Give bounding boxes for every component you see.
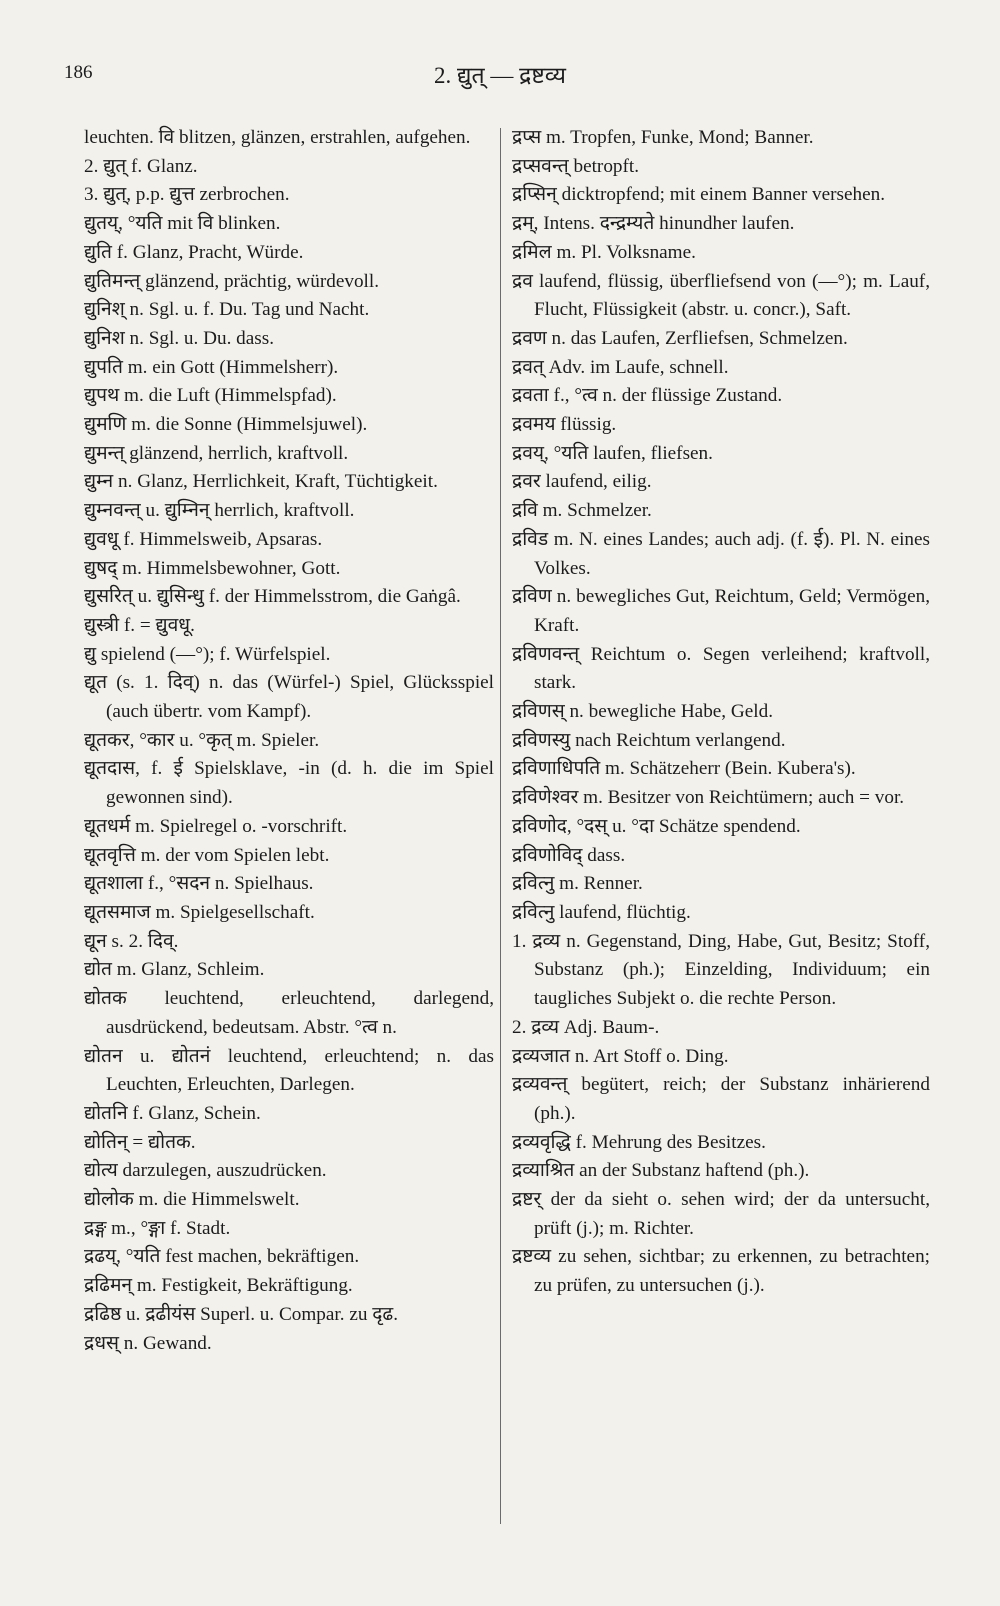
dictionary-entry: द्यूतवृत्ति m. der vom Spielen lebt. bbox=[84, 844, 330, 866]
dictionary-entry: द्युम्न n. Glanz, Herrlichkeit, Kraft, Tüchtigkeit. bbox=[84, 471, 438, 493]
dictionary-entry: द्रवण n. das Laufen, Zerfliefsen, Schmelzen. bbox=[512, 327, 848, 349]
dictionary-entry: द्रप्स m. Tropfen, Funke, Mond; Banner. bbox=[512, 127, 814, 148]
dictionary-entry: द्रष्टर् der da sieht o. sehen wird; der da untersucht, prüft (j.); m. Richter. bbox=[512, 1189, 930, 1239]
dictionary-entry: द्रव्याश्रित an der Substanz haftend (ph.). bbox=[512, 1160, 810, 1182]
dictionary-entry: द्योत m. Glanz, Schleim. bbox=[84, 959, 265, 981]
dictionary-entry: द्रवता f., °त्व n. der flüssige Zustand. bbox=[512, 385, 783, 407]
dictionary-entry: द्युति f. Glanz, Pracht, Würde. bbox=[84, 241, 304, 263]
page-number: 186 bbox=[64, 62, 93, 83]
dictionary-entry: द्योतन u. द्योतनं leuchtend, erleuchtend; n. das Leuchten, Erleuchten, Darlegen. bbox=[84, 1045, 494, 1096]
dictionary-entry: द्रवत् Adv. im Laufe, schnell. bbox=[512, 356, 729, 378]
dictionary-entry: द्रढिमन् m. Festigkeit, Bekräftigung. bbox=[84, 1275, 353, 1297]
dictionary-entry: द्रवय्, °यति laufen, fliefsen. bbox=[512, 442, 713, 464]
dictionary-entry: द्युषद् m. Himmelsbewohner, Gott. bbox=[84, 557, 341, 579]
dictionary-entry: द्यूतसमाज m. Spielgesellschaft. bbox=[84, 901, 315, 923]
dictionary-entry: द्रव laufend, flüssig, überfliefsend von (—°); m. Lauf, Flucht, Flüssigkeit (abstr. u. concr.), Saft. bbox=[512, 270, 930, 321]
dictionary-entry: द्योतनि f. Glanz, Schein. bbox=[84, 1102, 261, 1124]
right-column bbox=[512, 124, 930, 1301]
dictionary-entry: 3. द्युत्, p.p. द्युत्त zerbrochen. bbox=[84, 184, 290, 206]
dictionary-entry: द्यून s. 2. दिव्. bbox=[84, 930, 179, 952]
dictionary-entry: द्रमिल m. Pl. Volksname. bbox=[512, 241, 696, 263]
dictionary-entry: द्रविणस् n. bewegliche Habe, Geld. bbox=[512, 701, 773, 723]
dictionary-entry: द्रवित्नु laufend, flüchtig. bbox=[512, 901, 691, 923]
dictionary-entry: 2. द्रव्य Adj. Baum-. bbox=[512, 1016, 660, 1038]
dictionary-entry: द्रधस् n. Gewand. bbox=[84, 1332, 212, 1354]
dictionary-entry: द्रम्, Intens. दन्द्रम्यते hinundher laufen. bbox=[512, 213, 795, 235]
dictionary-entry: द्रढिष्ठ u. द्रढीयंस Superl. u. Compar. zu दृढ. bbox=[84, 1303, 399, 1325]
dictionary-entry: द्रवि m. Schmelzer. bbox=[512, 500, 652, 522]
dictionary-entry: द्युस्त्री f. = द्युवधू. bbox=[84, 614, 195, 636]
dictionary-entry: द्रविणस्यु nach Reichtum verlangend. bbox=[512, 729, 786, 751]
dictionary-entry: द्युसरित् u. द्युसिन्धु f. der Himmelsstrom, die Gaṅgâ. bbox=[84, 586, 461, 608]
dictionary-entry: द्यूत (s. 1. दिव्) n. das (Würfel-) Spiel, Glücksspiel (auch übertr. vom Kampf). bbox=[84, 672, 494, 723]
dictionary-entry: द्रव्यवन्त् begütert, reich; der Substanz inhärierend (ph.). bbox=[512, 1074, 930, 1124]
dictionary-entry: द्युतय्, °यति mit वि blinken. bbox=[84, 213, 281, 235]
dictionary-entry: द्रव्यवृद्धि f. Mehrung des Besitzes. bbox=[512, 1131, 766, 1153]
dictionary-entry: द्युवधू f. Himmelsweib, Apsaras. bbox=[84, 528, 323, 550]
dictionary-entry: 2. द्युत् f. Glanz. bbox=[84, 155, 198, 177]
dictionary-entry: द्रङ्ग m., °ङ्गा f. Stadt. bbox=[84, 1217, 231, 1239]
dictionary-entry: द्रवमय flüssig. bbox=[512, 414, 617, 436]
dictionary-entry: द्रविणोविद् dass. bbox=[512, 844, 626, 866]
dictionary-entry: द्युम्नवन्त् u. द्युम्निन् herrlich, kraftvoll. bbox=[84, 500, 355, 522]
dictionary-entry: द्रवर laufend, eilig. bbox=[512, 471, 652, 493]
dictionary-entry: द्युमन्त् glänzend, herrlich, kraftvoll. bbox=[84, 442, 349, 464]
dictionary-entry: द्योत्य darzulegen, auszudrücken. bbox=[84, 1160, 327, 1182]
dictionary-entry: द्रविणाधिपति m. Schätzeherr (Bein. Kubera's). bbox=[512, 758, 856, 780]
dictionary-entry: द्युनिश् n. Sgl. u. f. Du. Tag und Nacht. bbox=[84, 299, 370, 321]
dictionary-entry: द्यूतदास, f. ई Spielsklave, -in (d. h. die im Spiel gewonnen sind). bbox=[84, 758, 494, 809]
dictionary-entry: द्रष्टव्य zu sehen, sichtbar; zu erkennen, zu betrachten; zu prüfen, zu untersuchen (j.). bbox=[512, 1246, 930, 1297]
dictionary-entry: द्युतिमन्त् glänzend, prächtig, würdevoll. bbox=[84, 270, 380, 292]
dictionary-entry: द्यूतशाला f., °सदन n. Spielhaus. bbox=[84, 873, 314, 895]
dictionary-entry: द्रविणोद, °दस् u. °दा Schätze spendend. bbox=[512, 815, 801, 837]
dictionary-entry: द्रढय्, °यति fest machen, bekräftigen. bbox=[84, 1246, 360, 1268]
running-head: 2. द्युत् — द्रष्टव्य bbox=[434, 63, 566, 88]
left-column bbox=[84, 124, 494, 1358]
dictionary-entry: द्रविण n. bewegliches Gut, Reichtum, Geld; Vermögen, Kraft. bbox=[512, 586, 930, 636]
dictionary-entry: द्रप्सिन् dicktropfend; mit einem Banner versehen. bbox=[512, 184, 886, 206]
dictionary-entry: 1. द्रव्य n. Gegenstand, Ding, Habe, Gut, Besitz; Stoff, Substanz (ph.); Einzelding, Individuum; ein taugliches Subjekt o. die rechte Person. bbox=[512, 930, 930, 1010]
dictionary-entry: द्रप्सवन्त् betropft. bbox=[512, 155, 640, 177]
dictionary-entry: द्रव्यजात n. Art Stoff o. Ding. bbox=[512, 1045, 729, 1067]
dictionary-entry: द्युनिश n. Sgl. u. Du. dass. bbox=[84, 327, 275, 349]
dictionary-entry: द्यूतधर्म m. Spielregel o. -vorschrift. bbox=[84, 815, 348, 837]
dictionary-entry: द्युमणि m. die Sonne (Himmelsjuwel). bbox=[84, 414, 368, 436]
dictionary-entry: द्योतक leuchtend, erleuchtend, darlegend, ausdrückend, bedeutsam. Abstr. °त्व n. bbox=[84, 988, 494, 1038]
dictionary-entry: द्युपति m. ein Gott (Himmelsherr). bbox=[84, 356, 339, 378]
dictionary-entry: द्योलोक m. die Himmelswelt. bbox=[84, 1189, 300, 1211]
dictionary-entry: द्रविड m. N. eines Landes; auch adj. (f. ई). Pl. N. eines Volkes. bbox=[512, 528, 930, 579]
dictionary-entry: द्रविणेश्वर m. Besitzer von Reichtümern; auch = vor. bbox=[512, 787, 905, 809]
dictionary-entry: द्रविणवन्त् Reichtum o. Segen verleihend; kraftvoll, stark. bbox=[512, 643, 930, 694]
column-divider bbox=[500, 128, 501, 1524]
dictionary-entry: द्युपथ m. die Luft (Himmelspfad). bbox=[84, 385, 337, 407]
dictionary-entry: द्यूतकर, °कार u. °कृत् m. Spieler. bbox=[84, 729, 320, 751]
dictionary-entry: leuchten. वि blitzen, glänzen, erstrahlen, aufgehen. bbox=[84, 127, 471, 148]
dictionary-entry: द्यु spielend (—°); f. Würfelspiel. bbox=[84, 643, 331, 665]
dictionary-entry: द्रवित्नु m. Renner. bbox=[512, 873, 643, 895]
dictionary-entry: द्योतिन् = द्योतक. bbox=[84, 1131, 196, 1153]
